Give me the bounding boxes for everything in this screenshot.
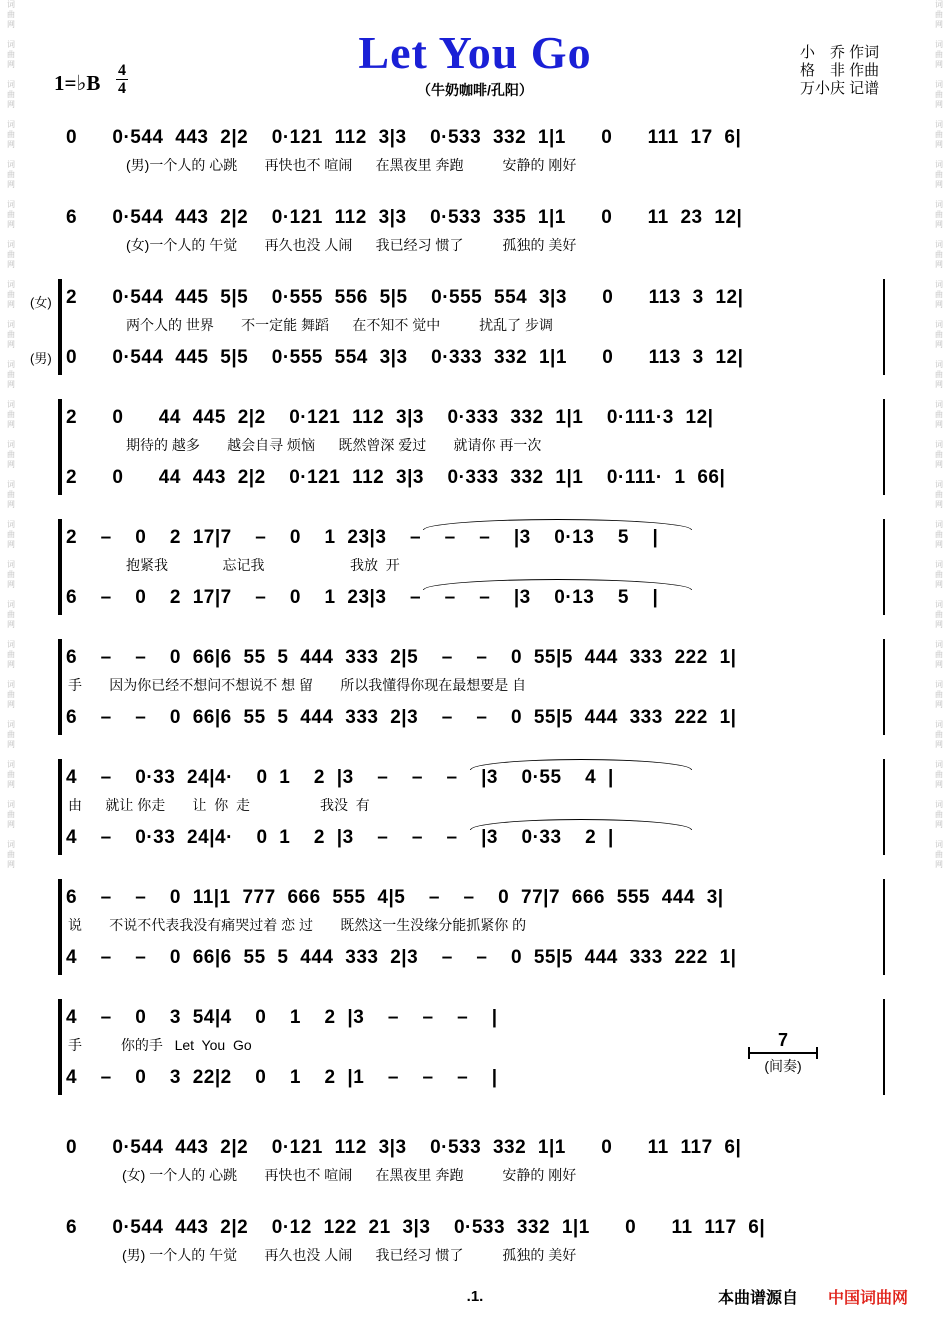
source-site: 中国词曲网 <box>828 1290 909 1307</box>
song-subtitle: （牛奶咖啡/孔阳） <box>417 82 533 98</box>
notation-row: 4 – 0 3 54|4 0 1 2 |3 – – – | <box>66 1007 498 1028</box>
tie-arc <box>423 519 692 530</box>
system-end-barline <box>883 759 885 855</box>
system-bracket <box>58 879 62 975</box>
lyric-row: 抱紧我 忘记我 我放 开 <box>126 557 400 573</box>
composer: 格 非 作曲 <box>800 62 880 79</box>
notation-row: 6 – 0 2 17|7 – 0 1 23|3 – – – |3 0·13 5 | <box>66 587 659 608</box>
tie-arc <box>470 759 692 770</box>
source-text: 本曲谱源自 <box>718 1290 799 1307</box>
interlude-count: 7 <box>777 1030 788 1050</box>
notation-row: 6 – – 0 66|6 55 5 444 333 2|5 – – 0 55|5 444 333 222 1| <box>66 647 737 668</box>
system-bracket <box>58 279 62 375</box>
notation-row: 4 – 0·33 24|4· 0 1 2 |3 – – – |3 0·33 2 | <box>66 827 614 848</box>
notation-row: 0 0·544 443 2|2 0·121 112 3|3 0·533 332 1|1 0 111 17 6| <box>66 127 742 148</box>
lyric-row: (女) 一个人的 心跳 再快也不 喧闹 在黑夜里 奔跑 安静的 刚好 <box>122 1167 577 1183</box>
interlude-label: (间奏) <box>764 1058 802 1074</box>
interlude-rest-bar <box>748 1052 818 1054</box>
system-end-barline <box>883 999 885 1095</box>
notation-row: 2 0 44 445 2|2 0·121 112 3|3 0·333 332 1|1 0·111·3 12| <box>66 407 714 428</box>
lyric-row: 由 就让 你走 让 你 走 我没 有 <box>68 797 370 813</box>
notation-row: 6 0·544 443 2|2 0·121 112 3|3 0·533 335 1|1 0 11 23 12| <box>66 207 743 228</box>
side-watermark-right: 词 曲 网 词 曲 网 词 曲 网 词 曲 网 词 曲 网 词 曲 网 词 曲 网 词 曲 网 词 曲 网 词 曲 网 词 曲 网 词 曲 网 词 曲 网 词 曲 网 词 曲 网 词 曲 网 词 曲 网 词 曲 网 词 曲 网 词 曲 网 词 曲 网 词 曲 网 <box>935 0 943 869</box>
voice-label-male: (男) <box>30 351 52 366</box>
transcriber: 万小庆 记谱 <box>800 80 880 97</box>
system-end-barline <box>883 279 885 375</box>
time-bottom: 4 <box>118 80 126 97</box>
page-number: .1. <box>466 1288 484 1305</box>
system-bracket <box>58 999 62 1095</box>
lyric-row: 说 不说不代表我没有痛哭过着 恋 过 既然这一生没缘分能抓紧你 的 <box>68 917 527 933</box>
system-end-barline <box>883 399 885 495</box>
system-bracket <box>58 519 62 615</box>
tie-arc <box>470 819 692 830</box>
lyric-row: (男)一个人的 心跳 再快也不 喧闹 在黑夜里 奔跑 安静的 刚好 <box>126 157 577 173</box>
notation-row: 6 – – 0 11|1 777 666 555 4|5 – – 0 77|7 666 555 444 3| <box>66 887 724 908</box>
notation-row: 2 0 44 443 2|2 0·121 112 3|3 0·333 332 1|1 0·111· 1 66| <box>66 467 726 488</box>
notation-row: 6 – – 0 66|6 55 5 444 333 2|3 – – 0 55|5 444 333 222 1| <box>66 707 737 728</box>
side-watermark-left: 词 曲 网 词 曲 网 词 曲 网 词 曲 网 词 曲 网 词 曲 网 词 曲 网 词 曲 网 词 曲 网 词 曲 网 词 曲 网 词 曲 网 词 曲 网 词 曲 网 词 曲 网 词 曲 网 词 曲 网 词 曲 网 词 曲 网 词 曲 网 词 曲 网 词 曲 网 <box>7 0 15 869</box>
system-bracket <box>58 759 62 855</box>
notation-row: 2 0·544 445 5|5 0·555 556 5|5 0·555 554 3|3 0 113 3 12| <box>66 287 744 308</box>
lyric-row: (男) 一个人的 午觉 再久也没 人闹 我已经习 惯了 孤独的 美好 <box>122 1247 577 1263</box>
time-signature <box>116 62 128 97</box>
lyric-row: 手 你的手 Let You Go <box>68 1037 252 1053</box>
notation-row: 6 0·544 443 2|2 0·12 122 21 3|3 0·533 332 1|1 0 11 117 6| <box>66 1217 766 1238</box>
notation-row: 4 – – 0 66|6 55 5 444 333 2|3 – – 0 55|5 444 333 222 1| <box>66 947 737 968</box>
notation-row: 2 – 0 2 17|7 – 0 1 23|3 – – – |3 0·13 5 | <box>66 527 659 548</box>
lyric-row: 期待的 越多 越会自寻 烦恼 既然曾深 爱过 就请你 再一次 <box>126 437 542 453</box>
lyricist: 小 乔 作词 <box>800 44 880 61</box>
notation-row: 4 – 0·33 24|4· 0 1 2 |3 – – – |3 0·55 4 | <box>66 767 614 788</box>
system-end-barline <box>883 519 885 615</box>
lyric-row: (女)一个人的 午觉 再久也没 人闹 我已经习 惯了 孤独的 美好 <box>126 237 577 253</box>
interlude-marker <box>748 1030 818 1076</box>
tie-arc <box>423 579 692 590</box>
credits <box>800 44 879 98</box>
system-end-barline <box>883 879 885 975</box>
key-signature: 1=♭B <box>54 71 101 95</box>
voice-label-female: (女) <box>30 295 52 310</box>
system-bracket <box>58 399 62 495</box>
time-top: 4 <box>118 62 126 79</box>
lyric-row: 两个人的 世界 不一定能 舞蹈 在不知不 觉中 扰乱了 步调 <box>126 317 554 333</box>
notation-row: 4 – 0 3 22|2 0 1 2 |1 – – – | <box>66 1067 498 1088</box>
system-end-barline <box>883 639 885 735</box>
song-title: Let You Go <box>358 27 592 78</box>
notation-row: 0 0·544 443 2|2 0·121 112 3|3 0·533 332 1|1 0 11 117 6| <box>66 1137 742 1158</box>
system-bracket <box>58 639 62 735</box>
lyric-row: 手 因为你已经不想问不想说不 想 留 所以我懂得你现在最想要是 自 <box>68 677 527 693</box>
notation-row: 0 0·544 445 5|5 0·555 554 3|3 0·333 332 1|1 0 113 3 12| <box>66 347 744 368</box>
